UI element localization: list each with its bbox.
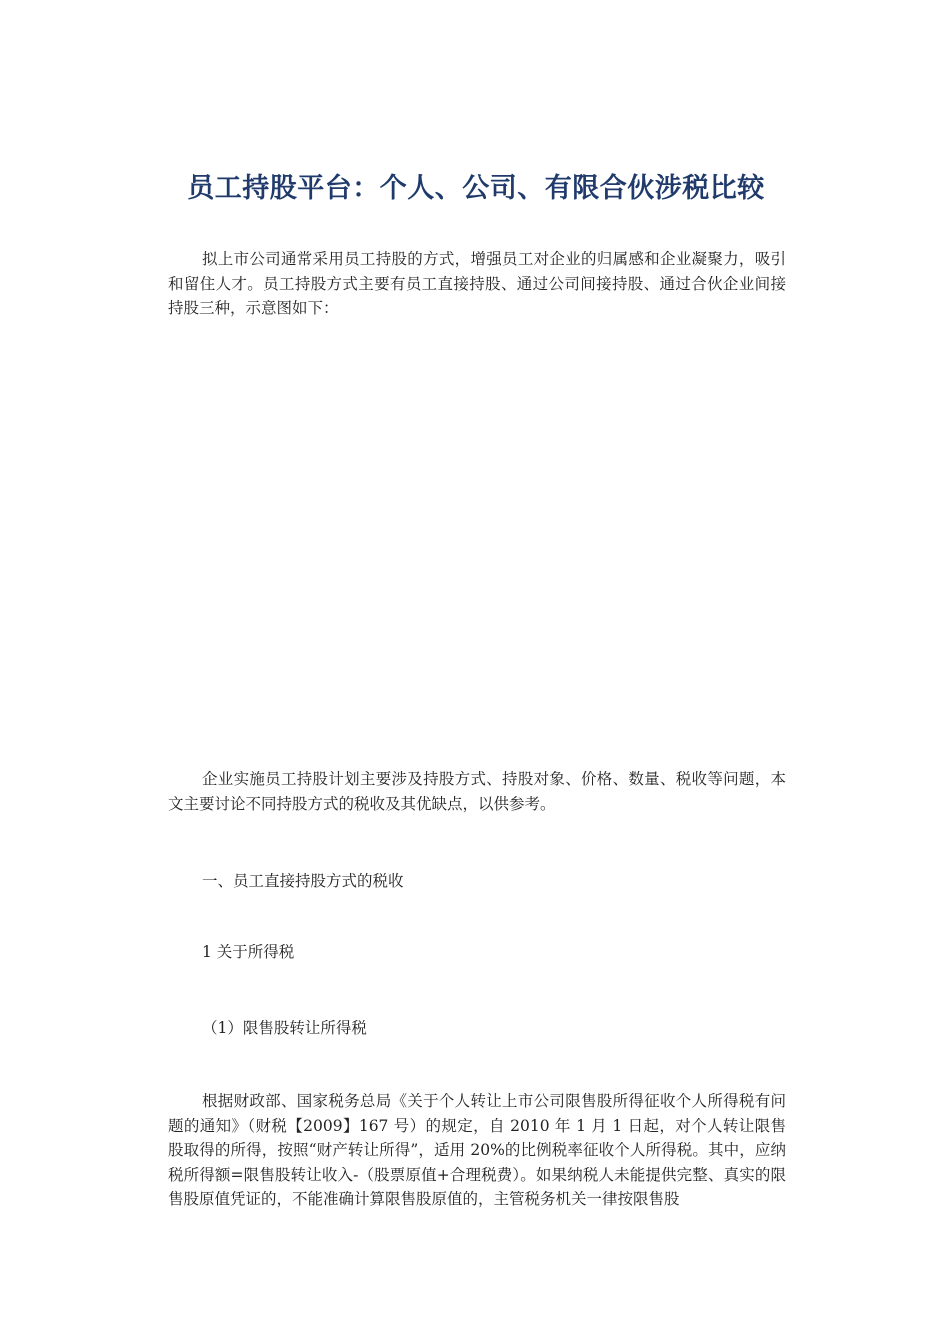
diagram-placeholder bbox=[168, 335, 786, 755]
section-heading-1: 一、员工直接持股方式的税收 bbox=[202, 872, 404, 890]
body-paragraph-1: 根据财政部、国家税务总局《关于个人转让上市公司限售股所得征收个人所得税有问题的通知》（财税【2009】167 号）的规定，自 2010 年 1 月 1 日起，对个人转让限售股取得的所得，按照“财产转让所得”，适用 20%的比例税率征收个人所得税。其中，应纳税所得额=限售股转让收入-（股票原值+合理税费）。如果纳税人未能提供完整、真实的限售股原值凭证的，不能准确计算限售股原值的，主管税务机关一律按限售股 bbox=[168, 1092, 786, 1208]
document-title: 员工持股平台：个人、公司、有限合伙涉税比较 bbox=[187, 173, 765, 204]
item-heading-1: （1）限售股转让所得税 bbox=[202, 1019, 367, 1037]
scope-paragraph: 企业实施员工持股计划主要涉及持股方式、持股对象、价格、数量、税收等问题，本文主要讨论不同持股方式的税收及其优缺点，以供参考。 bbox=[168, 770, 786, 813]
subsection-heading-1: 1 关于所得税 bbox=[202, 943, 295, 961]
intro-paragraph: 拟上市公司通常采用员工持股的方式，增强员工对企业的归属感和企业凝聚力，吸引和留住人才。员工持股方式主要有员工直接持股、通过公司间接持股、通过合伙企业间接持股三种，示意图如下： bbox=[168, 250, 786, 317]
